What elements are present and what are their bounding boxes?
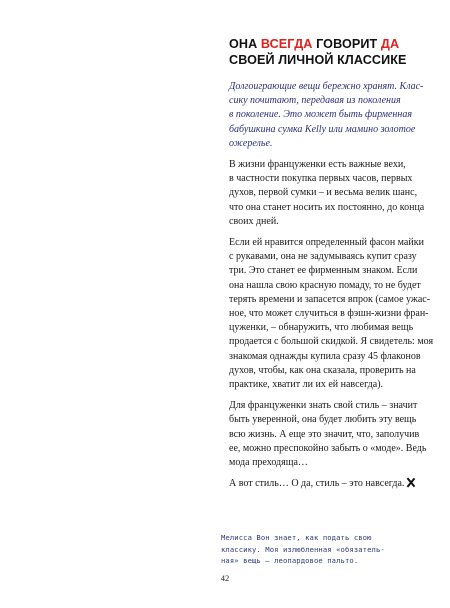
intro-line: в поколение. Это может быть фирменная bbox=[229, 109, 413, 121]
cross-mark-icon bbox=[406, 478, 415, 487]
body-line: Для француженки знать свой стиль – значит bbox=[229, 400, 418, 412]
heading-highlight-yes: ДА bbox=[380, 37, 400, 51]
body-line: мода преходяща… bbox=[229, 457, 308, 469]
body-line: духов, чтобы, как она сказала, проверить на bbox=[229, 364, 416, 376]
caption-line: классику. Моя излюбленная «обязатель- bbox=[221, 544, 385, 554]
caption-line: ная» вещь – леопардовое пальто. bbox=[221, 556, 359, 565]
body-line: Если ей нравится определенный фасон майки bbox=[229, 237, 424, 249]
closing-line bbox=[229, 477, 439, 491]
heading-line-2: СВОЕЙ ЛИЧНОЙ КЛАССИКЕ bbox=[229, 53, 407, 67]
heading-text: ГОВОРИТ bbox=[312, 37, 381, 51]
body-paragraph bbox=[229, 158, 439, 229]
photo-caption bbox=[221, 532, 401, 567]
body-text bbox=[229, 158, 439, 498]
body-line: духов, первой сумки – и весьма велик шанс, bbox=[229, 187, 418, 199]
body-line: всю жизнь. А еще это значит, что, заполучив bbox=[229, 428, 420, 440]
body-line: три. Это станет ее фирменным знаком. Если bbox=[229, 265, 418, 277]
body-line: с рукавами, она не задумываясь купит сразу bbox=[229, 251, 417, 263]
body-line: что она станет носить их постоянно, до конца bbox=[229, 201, 425, 213]
body-line: В жизни француженки есть важные вехи, bbox=[229, 159, 406, 170]
heading-line-1 bbox=[229, 36, 439, 52]
heading-text: ОНА bbox=[229, 37, 261, 51]
body-line: ное, что может случиться в фэшн-жизни фран- bbox=[229, 308, 429, 320]
body-line: терять времени и запасется впрок (самое ужас- bbox=[229, 293, 431, 305]
body-line: продается с большой скидкой. Я свидетель: моя bbox=[229, 336, 434, 348]
intro-line: ожерелье. bbox=[229, 137, 273, 149]
intro-line: Долгоиграющие вещи бережно хранят. Клас- bbox=[229, 81, 424, 92]
closing-paragraph bbox=[229, 477, 439, 491]
heading-highlight-always: ВСЕГДА bbox=[260, 37, 313, 51]
page-number: 42 bbox=[220, 573, 230, 583]
body-paragraph bbox=[229, 236, 439, 392]
body-line: практике, хватит ли их ей навсегда). bbox=[229, 379, 384, 391]
closing-text: А вот стиль… О да, стиль – это навсегда. bbox=[229, 478, 405, 490]
body-line: знакомая однажды купила сразу 45 флаконов bbox=[229, 350, 421, 362]
body-line: своих дней. bbox=[229, 215, 279, 227]
body-line: цуженки, – обнаружить, что любимая вещь bbox=[229, 322, 414, 334]
body-line: в частности покупка первых часов, первых bbox=[229, 173, 413, 185]
caption-line: Мелисса Вон знает, как подать свою bbox=[221, 533, 372, 542]
section-heading bbox=[229, 36, 439, 68]
body-line: быть уверенной, она будет любить эту вещь bbox=[229, 414, 417, 426]
body-line: ее, можно преспокойно забыть о «моде». Ведь bbox=[229, 442, 427, 454]
intro-line: бабушкина сумка Kelly или мамино золотое bbox=[229, 123, 416, 135]
intro-paragraph bbox=[229, 80, 439, 151]
body-paragraph bbox=[229, 399, 439, 470]
intro-line: сику почитают, передавая из поколения bbox=[229, 95, 401, 107]
body-line: она нашла свою красную помаду, то не будет bbox=[229, 279, 421, 291]
